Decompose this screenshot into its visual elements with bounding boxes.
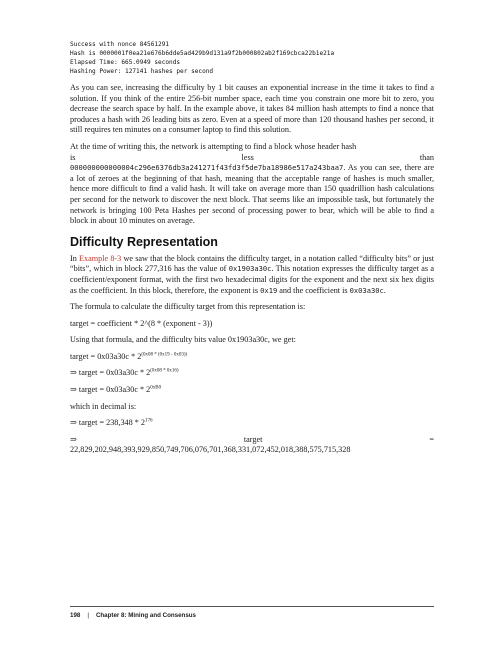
equation-exponent: (0x08 * 0x16) (150, 368, 179, 374)
text-span: In (70, 253, 80, 263)
word-less: less (241, 152, 254, 162)
section-heading: Difficulty Representation (70, 234, 218, 249)
formula: target = coefficient * 2^(8 * (exponent - 3)) (70, 318, 213, 328)
implies-arrow-icon: ⇒ (70, 368, 77, 378)
exponent-code: 0x19 (260, 285, 278, 295)
implies-arrow-icon: ⇒ (70, 418, 77, 428)
text-span: . This notation expresses the difficulty target as a coefficient/exponent format, with the first two hexadecimal digits for the exponent and the next six hex digits as the coefficient. In this block, therefore, the exponent is (70, 264, 434, 295)
target-hash-code: 000000000000004c296e6376db3a241271f43fd3f5de7ba18986e517a243baa7 (70, 163, 344, 173)
equation-text: target = 0x03a30c * 2 (76, 385, 151, 395)
code-line: Elapsed Time: 665.0949 seconds (70, 59, 181, 66)
decimal-target-value: 22,829,202,948,393,929,850,749,706,076,701,368,331,072,452,018,388,575,715,328 (70, 445, 351, 455)
equals-sign: = (429, 434, 434, 444)
equation-spread-line (70, 435, 434, 446)
equation-text: target = 0x03a30c * 2 (70, 351, 142, 361)
equation-text: target = 0x03a30c * 2 (76, 368, 151, 378)
code-line: Success with nonce 84561291 (70, 41, 170, 48)
text-span: we saw that the block contains the difficulty target, in a notation called “difficulty bits” or just “bits”, which in block 277,316 has the value of (70, 253, 435, 274)
paragraph-line: At the time of writing this, the network is attempting to find a block whose header hash (70, 141, 357, 151)
implies-arrow-icon: ⇒ (70, 385, 77, 395)
paragraph-difficulty-bits (70, 254, 434, 296)
bits-code: 0x1903a30c (228, 264, 272, 274)
paragraph-difficulty-increase: As you can see, increasing the difficulty by 1 bit causes an exponential increase in the time it takes to find a solution. If you think of the entire 256-bit number space, each time you constrain one more bit to zero, you decrease the search space by half. In the example above, it takes 84 million hash attempts to find a nonce that produces a hash with 26 leading bits as zero. Even at a speed of more than 120 thousand hashes per second, it still requires ten minutes on a consumer laptop to find this solution. (70, 83, 434, 135)
coefficient-code: 0x03a30c (349, 285, 384, 295)
chapter-title: Chapter 8: Mining and Consensus (95, 612, 196, 619)
paragraph-spread-line (70, 153, 434, 164)
word-is: is (70, 152, 76, 162)
decimal-intro: which in decimal is: (70, 401, 137, 411)
equation-step-4 (70, 418, 434, 429)
code-line: Hash is 0000001f0ea21e676b6dde5ad429b9d131a9f2b000802ab2f169cbca22b1e21a (70, 50, 335, 57)
equation-exponent: 0xB0 (150, 385, 162, 391)
formula-intro: The formula to calculate the difficulty target from this representation is: (70, 302, 306, 312)
formula-usage: Using that formula, and the difficulty bits value 0x1903a30c, we get: (70, 335, 296, 345)
word-than: than (419, 152, 434, 162)
code-output-block (70, 40, 434, 76)
equation-step-1 (70, 352, 434, 363)
equation-word: target (243, 434, 263, 444)
equation-step-2 (70, 368, 434, 379)
page-content (70, 40, 434, 456)
paragraph-body (70, 163, 434, 227)
paragraph-text: . As you can see, there are a lot of zeroes at the beginning of that hash, meaning that the acceptable range of hashes is much smaller, hence more difficult to find a valid hash. It will take on average more than 150 quadrillion hash calculations per second for the network to discover the next block. That seems like an impossible task, but fortunately the network is bringing 100 Peta Hashes per second of processing power to bear, which will be able to find a block in about 10 minutes on average. (70, 163, 434, 226)
equation-text: target = 238,348 * 2 (76, 418, 146, 428)
equation-exponent: (0x08 * (0x19 - 0x03)) (141, 352, 188, 358)
equation-step-5 (70, 435, 434, 456)
equation-step-3 (70, 385, 434, 396)
code-line: Hashing Power: 127141 hashes per second (70, 68, 214, 75)
example-link[interactable]: Example 8-3 (79, 253, 122, 263)
footer-separator: | (87, 612, 89, 619)
page-number: 198 (70, 612, 81, 619)
implies-arrow-icon: ⇒ (70, 434, 77, 444)
paragraph-network-target (70, 142, 434, 227)
text-span: and the coefficient is (277, 285, 350, 295)
equation-exponent: 176 (145, 418, 153, 424)
page-footer (70, 606, 434, 619)
text-span: . (383, 285, 386, 295)
